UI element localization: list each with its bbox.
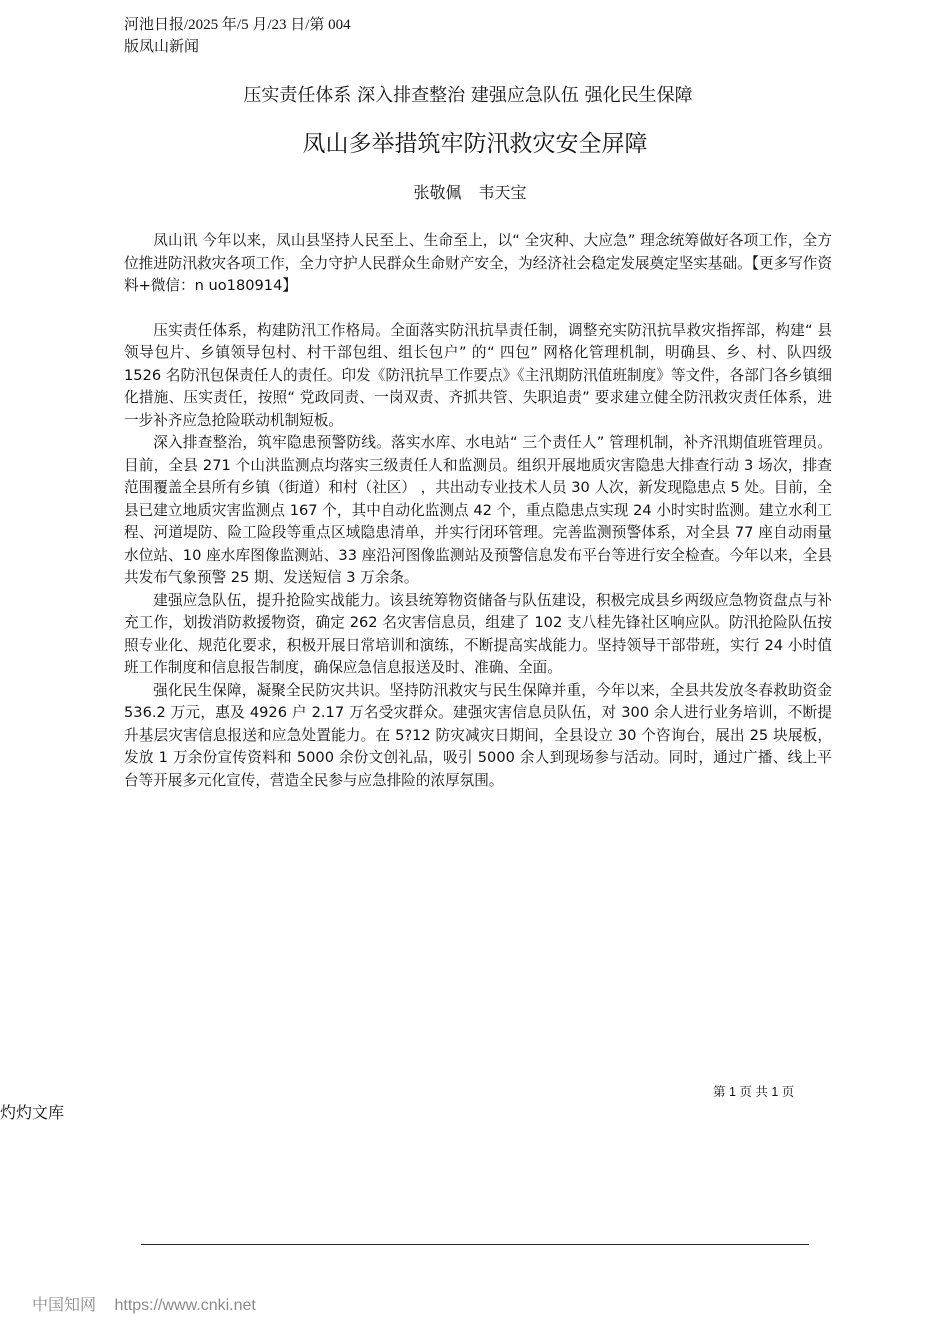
- source-header: [124, 14, 351, 58]
- footer-divider: [141, 1244, 809, 1245]
- author-name: 张敬佩: [413, 183, 462, 202]
- article-body: [124, 230, 832, 792]
- page-indicator: 第 1 页 共 1 页: [713, 1085, 795, 1099]
- source-line-1: 河池日报/2025 年/5 月/23 日/第 004: [124, 17, 351, 33]
- author-name: 韦天宝: [478, 183, 527, 202]
- source-line-2: 版凤山新闻: [124, 39, 200, 55]
- body-paragraph: 强化民生保障，凝聚全民防灾共识。坚持防汛救灾与民生保障并重，今年以来，全县共发放冬春救助资金 536.2 万元，惠及 4926 户 2.17 万名受灾群众。建强灾害信息员队伍，对 300 余人进行业务培训，不断提升基层灾害信息报送和应急处置能力。在 5?12 防灾减灾日期间，全县设立 30 个咨询台，展出 25 块展板，发放 1 万余份宣传资料和 5000 余份文创礼品，吸引 5000 余人到现场参与活动。同时，通过广播、线上平台等开展多元化宣传，营造全民参与应急排险的浓厚氛围。: [124, 681, 832, 789]
- article-subtitle: 压实责任体系 深入排查整治 建强应急队伍 强化民生保障: [243, 85, 693, 106]
- body-paragraph: 深入排查整治，筑牢隐患预警防线。落实水库、水电站“ 三个责任人” 管理机制，补齐汛期值班管理员。目前，全县 271 个山洪监测点均落实三级责任人和监测员。组织开展地质灾害隐患大排查行动 3 场次，排查范围覆盖全县所有乡镇（街道）和村（社区） ，共出动专业技术人员 30 人次，新发现隐患点 5 处。目前，全县已建立地质灾害监测点 167 个，其中自动化监测点 42 个，重点隐患点实现 24 小时实时监测。建立水利工程、河道堤防、险工险段等重点区域隐患清单，并实行闭环管理。完善监测预警体系，对全县 77 座自动雨量水位站、10 座水库图像监测站、33 座沿河图像监测站及预警信息发布平台等进行安全检查。今年以来，全县共发布气象预警 25 期、发送短信 3 万余条。: [124, 434, 832, 586]
- watermark-name: 中国知网: [32, 1297, 97, 1314]
- body-paragraph: 压实责任体系，构建防汛工作格局。全面落实防汛抗旱责任制，调整充实防汛抗旱救灾指挥部，构建“ 县领导包片、乡镇领导包村、村干部包组、组长包户” 的“ 四包” 网格化管理机制，明确县、乡、村、队四级 1526 名防汛包保责任人的责任。印发《防汛抗旱工作要点》《主汛期防汛值班制度》等文件，各部门各乡镇细化措施、压实责任，按照“ 党政同责、一岗双责、齐抓共管、失职追责” 要求建立健全防汛救灾责任体系，进一步补齐应急抢险联动机制短板。: [124, 321, 832, 429]
- lead-paragraph: 凤山讯 今年以来，凤山县坚持人民至上、生命至上，以“ 全灾种、大应急” 理念统筹做好各项工作，全方位推进防汛救灾各项工作，全力守护人民群众生命财产安全，为经济社会稳定发展奠定坚实基础。【更多写作资料+微信：n uo180914】: [124, 232, 832, 294]
- cnki-watermark: [32, 1295, 256, 1317]
- library-label: 灼灼文库: [0, 1103, 65, 1122]
- body-paragraph: 建强应急队伍，提升抢险实战能力。该县统筹物资储备与队伍建设，积极完成县乡两级应急物资盘点与补充工作，划拨消防救援物资，确定 262 名灾害信息员，组建了 102 支八桂先锋社区响应队。防汛抢险队伍按照专业化、规范化要求，积极开展日常培训和演练，不断提高实战能力。坚持领导干部带班，实行 24 小时值班工作制度和信息报告制度，确保应急信息报送及时、准确、全面。: [124, 591, 832, 676]
- watermark-url: https://www.cnki.net: [114, 1297, 256, 1314]
- article-authors: [0, 182, 940, 204]
- article-title: 凤山多举措筑牢防汛救灾安全屏障: [302, 131, 648, 157]
